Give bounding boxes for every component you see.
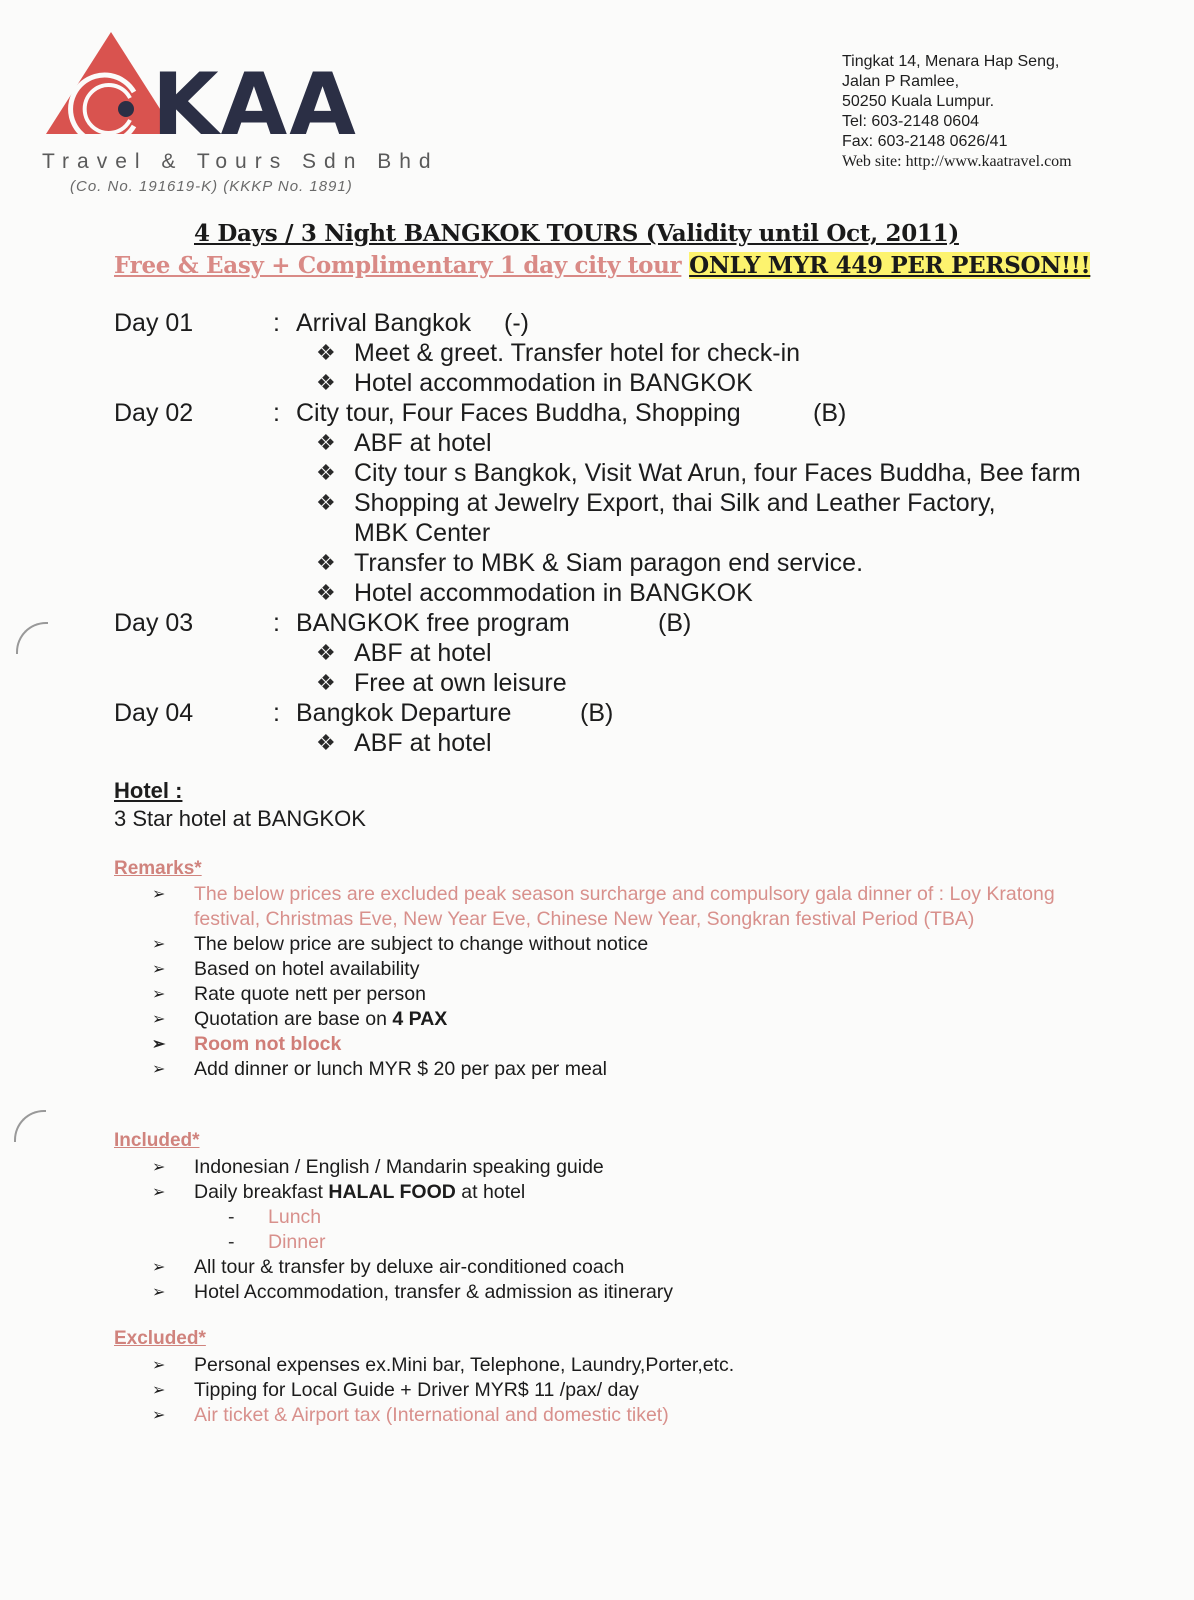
halal-food-text: HALAL FOOD — [328, 1181, 456, 1203]
itinerary-item — [114, 728, 1154, 758]
included-text: at hotel — [455, 1181, 526, 1203]
day-meal: (B) — [580, 699, 614, 727]
remark-text: The below prices are excluded peak season surcharge and compulsory gala dinner of : Loy Kratong festival, Christmas Eve, New Year Eve, Chinese New Year, Songkran festival Period (TBA) — [194, 883, 1055, 930]
itinerary-item-text: Transfer to MBK & Siam paragon end service. — [354, 549, 864, 577]
meal-sublist — [152, 1205, 1112, 1255]
diamond-bullet-icon: ❖ — [316, 340, 336, 365]
excluded-item — [152, 1353, 1112, 1378]
itinerary-item-continued — [114, 518, 1154, 548]
itinerary-item-text: Meet & greet. Transfer hotel for check-in — [354, 339, 801, 367]
remark-item — [152, 1007, 1112, 1032]
company-tagline: Travel & Tours Sdn Bhd — [42, 150, 439, 173]
arrow-bullet-icon: ➢ — [152, 1011, 166, 1028]
diamond-bullet-icon: ❖ — [316, 370, 336, 395]
diamond-bullet-icon: ❖ — [316, 460, 336, 485]
excluded-item — [152, 1378, 1112, 1403]
excluded-list — [152, 1353, 1112, 1428]
itinerary-item-text: MBK Center — [354, 519, 491, 547]
itinerary-item-text: Hotel accommodation in BANGKOK — [354, 369, 753, 397]
arrow-bullet-icon: ➢ — [152, 886, 166, 903]
price-highlight: ONLY MYR 449 PER PERSON!!! — [689, 252, 1091, 279]
meal-text: Dinner — [268, 1231, 326, 1253]
arrow-bullet-icon: ➢ — [152, 1407, 166, 1424]
day-block — [114, 698, 1154, 758]
day-label: Day 03 — [114, 609, 194, 637]
included-item — [152, 1280, 1112, 1305]
address-line: 50250 Kuala Lumpur. — [842, 93, 995, 110]
company-logo — [38, 32, 439, 195]
day-header — [114, 308, 1154, 338]
tour-subtitle — [114, 252, 1090, 279]
included-text: Hotel Accommodation, transfer & admission as itinerary — [194, 1281, 674, 1303]
offer-text: Free & Easy + Complimentary 1 day city tour — [114, 252, 682, 279]
day-label: Day 04 — [114, 699, 194, 727]
dash-bullet: - — [228, 1231, 235, 1253]
included-item — [152, 1255, 1112, 1280]
tour-title: 4 Days / 3 Night BANGKOK TOURS (Validity until Oct, 2011) — [194, 220, 959, 247]
itinerary-item — [114, 638, 1154, 668]
remarks-list — [152, 882, 1112, 1082]
itinerary-item — [114, 458, 1154, 488]
meal-item — [152, 1205, 1112, 1230]
day-label: Day 01 — [114, 309, 194, 337]
arrow-bullet-icon: ➢ — [152, 961, 166, 978]
day-colon: : — [273, 609, 280, 637]
arrow-bullet-icon: ➢ — [152, 1061, 166, 1078]
arrow-bullet-icon: ➢ — [152, 986, 166, 1003]
itinerary-item-text: Free at own leisure — [354, 669, 567, 697]
itinerary-item — [114, 428, 1154, 458]
diamond-bullet-icon: ❖ — [316, 430, 336, 455]
company-website: Web site: http://www.kaatravel.com — [842, 153, 1072, 170]
itinerary-item-text: City tour s Bangkok, Visit Wat Arun, four Faces Buddha, Bee farm — [354, 459, 1081, 487]
remark-text: The below price are subject to change without notice — [194, 933, 649, 955]
itinerary-item — [114, 488, 1154, 518]
day-colon: : — [273, 399, 280, 427]
itinerary — [114, 308, 1154, 758]
diamond-bullet-icon: ❖ — [316, 670, 336, 695]
remark-text: Rate quote nett per person — [194, 983, 426, 1005]
arrow-bullet-icon: ➢ — [152, 1284, 166, 1301]
arrow-bullet-icon: ➢ — [152, 1184, 166, 1201]
itinerary-item-text: ABF at hotel — [354, 639, 492, 667]
itinerary-item — [114, 578, 1154, 608]
included-list — [152, 1155, 1112, 1305]
diamond-bullet-icon: ❖ — [316, 550, 336, 575]
included-text: Indonesian / English / Mandarin speaking guide — [194, 1156, 604, 1178]
excluded-text: Air ticket & Airport tax (International and domestic tiket) — [194, 1404, 669, 1426]
day-meal: (-) — [504, 309, 529, 337]
meal-item — [152, 1230, 1112, 1255]
arrow-bullet-icon: ➢ — [152, 1382, 166, 1399]
itinerary-item — [114, 368, 1154, 398]
hotel-heading: Hotel : — [114, 778, 183, 803]
punch-hole-mark — [16, 622, 48, 654]
arrow-bullet-icon: ➢ — [152, 1259, 166, 1276]
itinerary-item-text: ABF at hotel — [354, 429, 492, 457]
day-meal: (B) — [658, 609, 692, 637]
company-registration: (Co. No. 191619-K) (KKKP No. 1891) — [70, 178, 353, 195]
diamond-bullet-icon: ❖ — [316, 640, 336, 665]
logo-name: KAA — [152, 55, 358, 155]
day-description: Bangkok Departure — [296, 699, 512, 727]
day-header — [114, 398, 1154, 428]
diamond-bullet-icon: ❖ — [316, 730, 336, 755]
day-block — [114, 308, 1154, 398]
remarks-heading: Remarks* — [114, 858, 202, 879]
included-item — [152, 1180, 1112, 1255]
itinerary-item-text: Shopping at Jewelry Export, thai Silk and Leather Factory, — [354, 489, 996, 517]
day-block — [114, 398, 1154, 608]
included-heading: Included* — [114, 1130, 200, 1151]
itinerary-item — [114, 668, 1154, 698]
day-colon: : — [273, 699, 280, 727]
day-block — [114, 608, 1154, 698]
company-address — [842, 52, 1072, 172]
day-header — [114, 698, 1154, 728]
arrow-bullet-icon: ➢ — [152, 1159, 166, 1176]
dash-bullet: - — [228, 1206, 235, 1228]
remark-item — [152, 957, 1112, 982]
remark-text: Based on hotel availability — [194, 958, 420, 980]
excluded-heading: Excluded* — [114, 1328, 206, 1349]
remark-text: Add dinner or lunch MYR $ 20 per pax per meal — [194, 1058, 607, 1080]
day-description: City tour, Four Faces Buddha, Shopping — [296, 399, 741, 427]
excluded-text: Tipping for Local Guide + Driver MYR$ 11 /pax/ day — [194, 1379, 639, 1401]
arrow-bullet-icon: ➢ — [152, 1357, 166, 1374]
remark-pax: 4 PAX — [392, 1008, 448, 1030]
remark-item — [152, 882, 1112, 932]
arrow-bullet-icon: ➢ — [152, 936, 166, 953]
included-text: All tour & transfer by deluxe air-conditioned coach — [194, 1256, 625, 1278]
itinerary-item — [114, 338, 1154, 368]
address-fax: Fax: 603-2148 0626/41 — [842, 133, 1008, 150]
day-label: Day 02 — [114, 399, 194, 427]
day-colon: : — [273, 309, 280, 337]
itinerary-item-text: Hotel accommodation in BANGKOK — [354, 579, 753, 607]
day-description: BANGKOK free program — [296, 609, 570, 637]
remark-text: Quotation are base on — [194, 1008, 393, 1030]
included-text: Daily breakfast — [194, 1181, 329, 1203]
day-description: Arrival Bangkok — [296, 309, 472, 337]
day-header — [114, 608, 1154, 638]
address-line: Tingkat 14, Menara Hap Seng, — [842, 53, 1060, 70]
itinerary-item-text: ABF at hotel — [354, 729, 492, 757]
address-line: Jalan P Ramlee, — [842, 73, 960, 90]
remark-item — [152, 982, 1112, 1007]
excluded-item — [152, 1403, 1112, 1428]
arrow-bullet-icon: ➢ — [152, 1036, 166, 1053]
hotel-text: 3 Star hotel at BANGKOK — [114, 806, 366, 831]
diamond-bullet-icon: ❖ — [316, 490, 336, 515]
remark-item — [152, 932, 1112, 957]
address-phone: Tel: 603-2148 0604 — [842, 113, 979, 130]
excluded-text: Personal expenses ex.Mini bar, Telephone, Laundry,Porter,etc. — [194, 1354, 735, 1376]
punch-hole-mark — [14, 1110, 46, 1142]
itinerary-item — [114, 548, 1154, 578]
diamond-bullet-icon: ❖ — [316, 580, 336, 605]
meal-text: Lunch — [268, 1206, 322, 1228]
included-item — [152, 1155, 1112, 1180]
remark-item — [152, 1032, 1112, 1057]
day-meal: (B) — [813, 399, 847, 427]
remark-text: Room not block — [194, 1033, 342, 1055]
remark-item — [152, 1057, 1112, 1082]
